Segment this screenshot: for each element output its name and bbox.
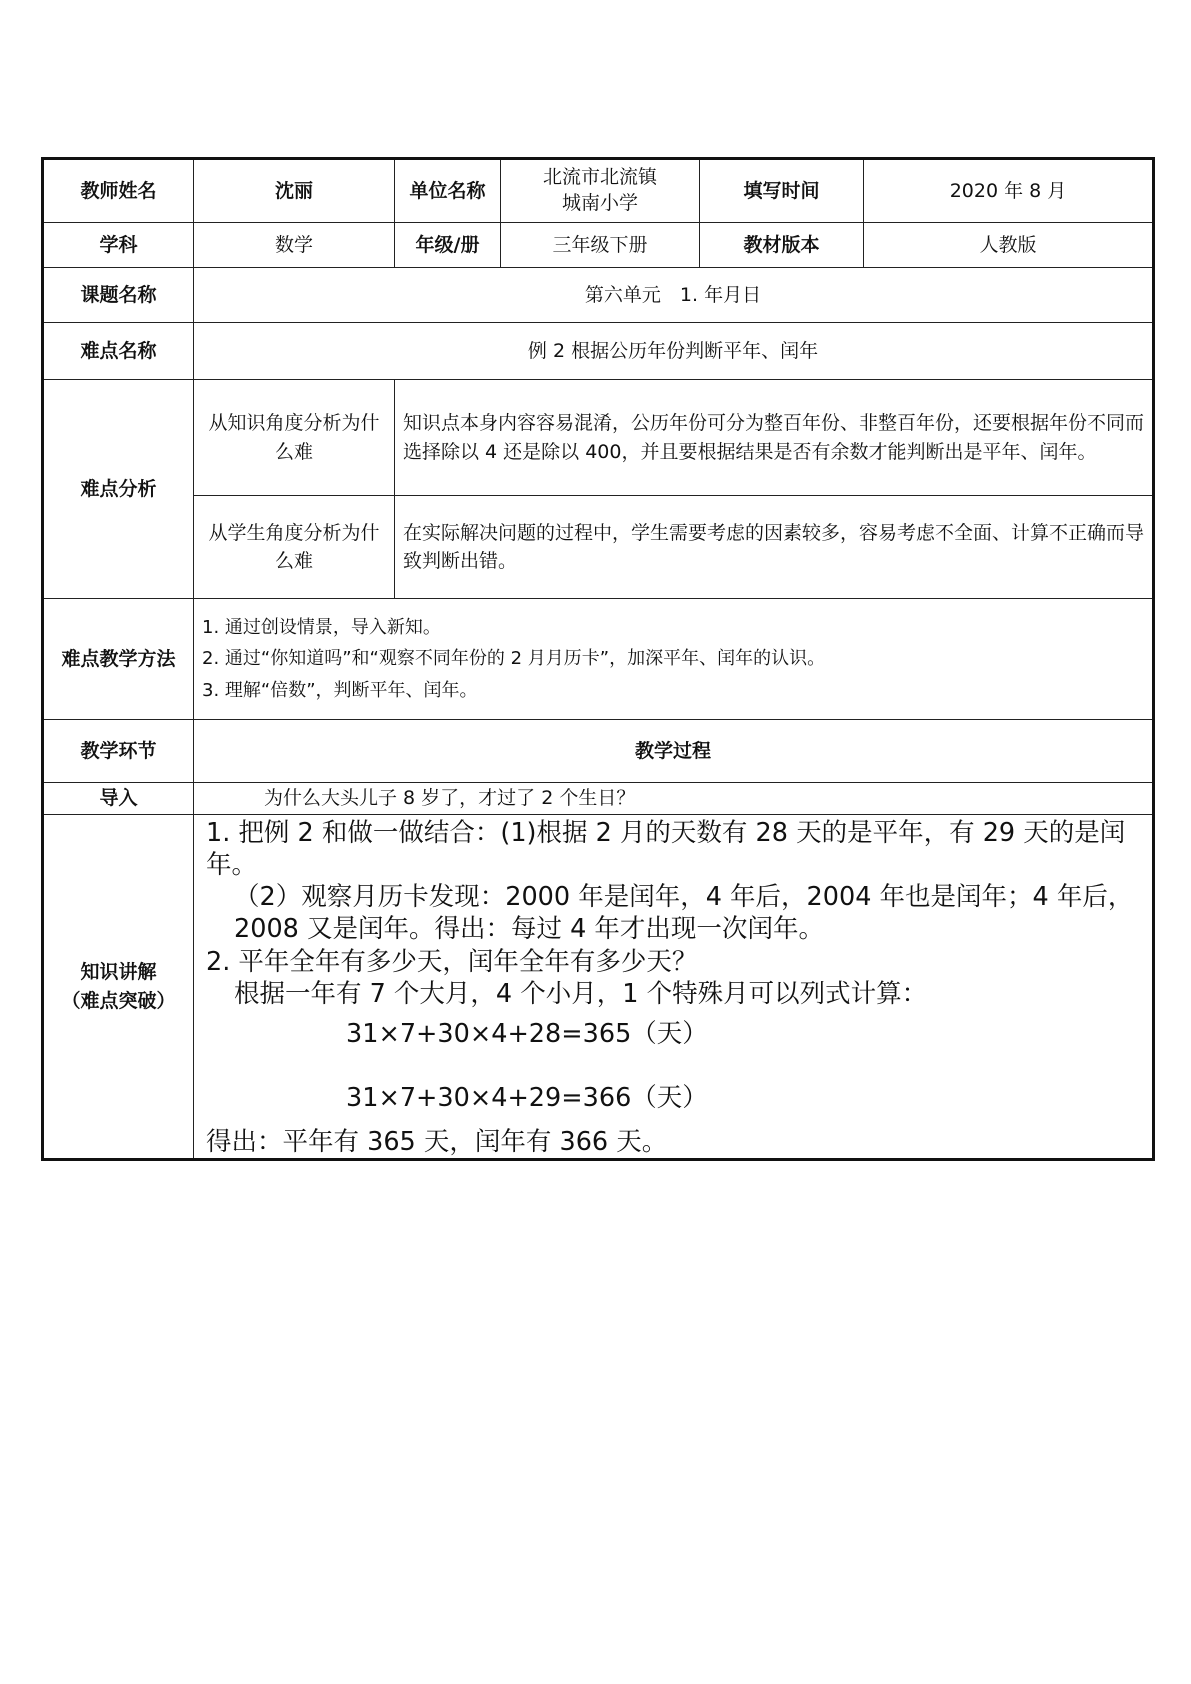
row-intro — [43, 783, 1154, 815]
method-item: 2. 通过“你知道吗”和“观察不同年份的 2 月月历卡”，加深平年、闰年的认识。 — [202, 648, 826, 670]
row-process-header — [43, 720, 1154, 783]
knowledge-line-3: 2. 平年全年有多少天，闰年全年有多少天？ — [206, 946, 698, 977]
student-angle-text: 在实际解决问题的过程中，学生需要考虑的因素较多，容易考虑不全面、计算不正确而导致判断出错。 — [395, 496, 1154, 599]
grade-value: 三年级下册 — [501, 223, 700, 268]
topic-value: 第六单元 1. 年月日 — [194, 268, 1154, 323]
unit-value-line1: 北流市北流镇 — [542, 166, 657, 189]
analysis-label: 难点分析 — [43, 380, 194, 599]
teacher-label: 教师姓名 — [43, 159, 194, 223]
difficulty-label: 难点名称 — [43, 323, 194, 380]
formula-common-year: 31×7+30×4+28=365（天） — [346, 1018, 708, 1049]
unit-value-line2: 城南小学 — [561, 192, 638, 214]
row-header-1 — [43, 159, 1154, 223]
knowledge-angle-text: 知识点本身内容容易混淆，公历年份可分为整百年份、非整百年份，还要根据年份不同而选择除以 4 还是除以 400，并且要根据结果是否有余数才能判断出是平年、闰年。 — [395, 380, 1154, 496]
knowledge-label-line2: （难点突破） — [61, 989, 176, 1012]
row-knowledge — [43, 815, 1154, 1160]
methods-list — [194, 599, 1154, 720]
row-topic — [43, 268, 1154, 323]
difficulty-value: 例 2 根据公历年份判断平年、闰年 — [194, 323, 1154, 380]
knowledge-conclusion: 得出：平年有 365 天，闰年有 366 天。 — [206, 1127, 668, 1157]
row-analysis-student — [43, 496, 1154, 599]
date-value: 2020 年 8 月 — [864, 159, 1154, 223]
method-item: 1. 通过创设情景，导入新知。 — [202, 616, 441, 638]
knowledge-line-4: 根据一年有 7 个大月，4 个小月，1 个特殊月可以列式计算： — [234, 978, 928, 1009]
student-angle-label: 从学生角度分析为什么难 — [194, 496, 395, 599]
row-analysis-knowledge — [43, 380, 1154, 496]
row-header-2 — [43, 223, 1154, 268]
lesson-plan-table — [41, 157, 1155, 1161]
method-item: 3. 理解“倍数”，判断平年、闰年。 — [202, 679, 478, 701]
row-difficulty — [43, 323, 1154, 380]
unit-label: 单位名称 — [395, 159, 501, 223]
subject-value: 数学 — [194, 223, 395, 268]
unit-value — [501, 159, 700, 223]
methods-label: 难点教学方法 — [43, 599, 194, 720]
knowledge-content — [194, 815, 1154, 1160]
knowledge-label-line1: 知识讲解 — [80, 961, 157, 984]
formula-leap-year: 31×7+30×4+29=366（天） — [346, 1082, 708, 1113]
process-label: 教学过程 — [194, 720, 1154, 783]
intro-label: 导入 — [43, 783, 194, 815]
teacher-value: 沈丽 — [194, 159, 395, 223]
stage-label: 教学环节 — [43, 720, 194, 783]
date-label: 填写时间 — [700, 159, 864, 223]
edition-value: 人教版 — [864, 223, 1154, 268]
knowledge-angle-label: 从知识角度分析为什么难 — [194, 380, 395, 496]
knowledge-label — [43, 815, 194, 1160]
knowledge-line-2: （2）观察月历卡发现：2000 年是闰年，4 年后，2004 年也是闰年；4 年后，2008 又是闰年。得出：每过 4 年才出现一次闰年。 — [234, 882, 1134, 945]
row-methods — [43, 599, 1154, 720]
intro-text: 为什么大头儿子 8 岁了，才过了 2 个生日？ — [194, 783, 1154, 815]
subject-label: 学科 — [43, 223, 194, 268]
knowledge-line-1: 1. 把例 2 和做一做结合：(1)根据 2 月的天数有 28 天的是平年，有 29 天的是闰年。 — [206, 818, 1126, 881]
grade-label: 年级/册 — [395, 223, 501, 268]
edition-label: 教材版本 — [700, 223, 864, 268]
topic-label: 课题名称 — [43, 268, 194, 323]
